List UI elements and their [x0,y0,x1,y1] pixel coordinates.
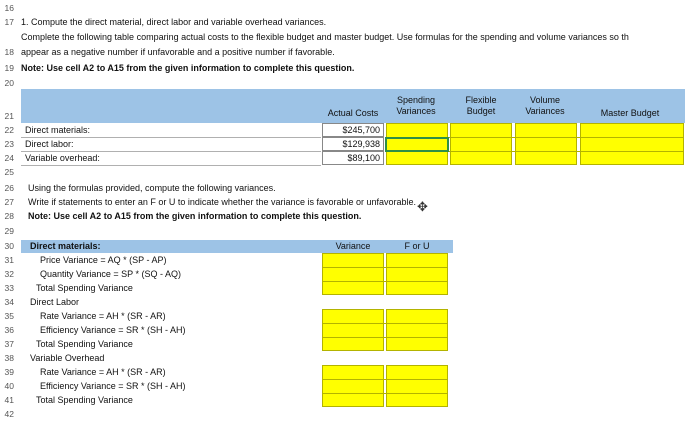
t2-direct-materials-heading: Direct materials: [30,241,101,251]
instruction-line-1: 1. Compute the direct material, direct labor and variable overhead variances. [21,17,327,27]
t2-dl-total-spending: Total Spending Variance [36,339,133,349]
row-number[interactable]: 34 [4,297,14,307]
row-number[interactable]: 22 [4,125,14,135]
row-number[interactable]: 21 [4,111,14,121]
instruction-note-2: Note: Use cell A2 to A15 from the given information to complete this question. [28,211,362,221]
row-number[interactable]: 35 [4,311,14,321]
volume-variance-input[interactable] [515,123,577,165]
row-number[interactable]: 25 [4,167,14,177]
row-number[interactable]: 16 [4,3,14,13]
row-number[interactable]: 23 [4,139,14,149]
row-number[interactable]: 29 [4,226,14,236]
row-number[interactable]: 33 [4,283,14,293]
row-number[interactable]: 19 [4,63,14,73]
instruction-note-1: Note: Use cell A2 to A15 from the given information to complete this question. [21,63,355,73]
voh-f-or-u-inputs[interactable] [386,365,448,407]
move-cursor-icon: ✥ [417,199,428,214]
row-number[interactable]: 37 [4,339,14,349]
t2-dl-efficiency-variance: Efficiency Variance = SR * (SH - AH) [40,325,186,335]
actual-voh-value: $89,100 [347,153,380,163]
header-actual-costs: Actual Costs [327,108,379,118]
header-volume-variances: Volume Variances [525,95,565,116]
t2-variable-overhead-heading: Variable Overhead [30,353,105,363]
row-number[interactable]: 26 [4,183,14,193]
instruction2-line-2: Write if statements to enter an F or U to indicate whether the variance is favorable or unfavorable. [28,197,417,207]
row-number[interactable]: 27 [4,197,14,207]
header-flexible-budget: Flexible Budget [465,95,497,116]
row-number[interactable]: 17 [4,17,14,27]
row-number[interactable]: 18 [4,47,14,57]
t2-direct-labor-heading: Direct Labor [30,297,80,307]
row-number[interactable]: 28 [4,211,14,221]
row-number[interactable]: 32 [4,269,14,279]
dm-f-or-u-inputs[interactable] [386,253,448,295]
dm-variance-inputs[interactable] [322,253,384,295]
master-budget-input[interactable] [580,123,684,165]
instruction-line-3: appear as a negative number if unfavorable and a positive number if favorable. [21,47,335,57]
instruction2-line-1: Using the formulas provided, compute the following variances. [28,183,276,193]
t2-voh-total-spending: Total Spending Variance [36,395,133,405]
t2-dm-quantity-variance: Quantity Variance = SP * (SQ - AQ) [40,269,181,279]
row-label-direct-materials: Direct materials: [25,125,91,135]
row-number[interactable]: 24 [4,153,14,163]
voh-variance-inputs[interactable] [322,365,384,407]
instruction-line-2: Complete the following table comparing actual costs to the flexible budget and master budget. Use formulas for the spending and volume variances so th [21,32,629,42]
row-number[interactable]: 39 [4,367,14,377]
row-number[interactable]: 31 [4,255,14,265]
row-number[interactable]: 36 [4,325,14,335]
selected-cell-outline[interactable] [385,137,449,152]
row-number[interactable]: 20 [4,78,14,88]
flexible-budget-input[interactable] [450,123,512,165]
header-f-or-u: F or U [404,241,430,251]
actual-dl-value: $129,938 [342,139,380,149]
row-number[interactable]: 40 [4,381,14,391]
header-spending: Spending Variances [396,95,436,116]
t2-dm-price-variance: Price Variance = AQ * (SP - AP) [40,255,167,265]
row-number[interactable]: 41 [4,395,14,405]
header-master-budget: Master Budget [600,108,660,118]
t2-dl-rate-variance: Rate Variance = AH * (SR - AR) [40,311,166,321]
row-number[interactable]: 38 [4,353,14,363]
row-number[interactable]: 42 [4,409,14,419]
t2-voh-efficiency-variance: Efficiency Variance = SR * (SH - AH) [40,381,186,391]
row-label-variable-overhead: Variable overhead: [25,153,100,163]
header-variance: Variance [335,241,371,251]
row-label-direct-labor: Direct labor: [25,139,74,149]
t2-dm-total-spending: Total Spending Variance [36,283,133,293]
dl-variance-inputs[interactable] [322,309,384,351]
actual-dm-value: $245,700 [342,125,380,135]
row-number[interactable]: 30 [4,241,14,251]
dl-f-or-u-inputs[interactable] [386,309,448,351]
t2-voh-rate-variance: Rate Variance = AH * (SR - AR) [40,367,166,377]
